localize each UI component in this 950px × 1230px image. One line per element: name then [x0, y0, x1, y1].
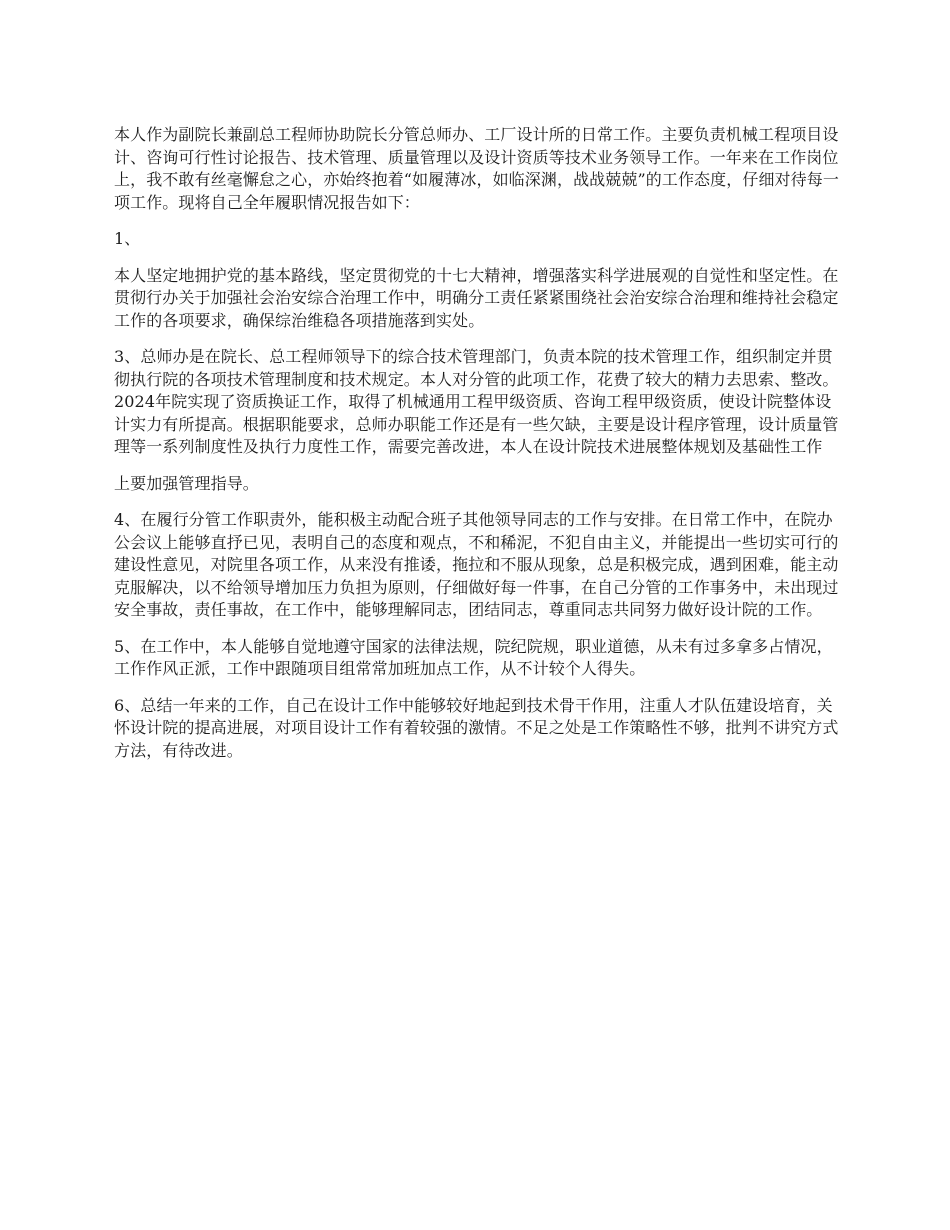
section-3-continuation: 上要加强管理指导。 — [114, 473, 259, 493]
section-3-paragraph: 3、总师办是在院长、总工程师领导下的综合技术管理部门，负责本院的技术管理工作，组织制定并贯彻执行院的各项技术管理制度和技术规定。本人对分管的此项工作，花费了较大的精力去思索、整改。2024年院实现了资质换证工作，取得了机械通用工程甲级资质、咨询工程甲级资质，使设计院整体设计实力有所提高。根据职能要求，总师办职能工作还是有一些欠缺，主要是设计程序管理，设计质量管理等一系列制度性及执行力度性工作，需要完善改进，本人在设计院技术进展整体规划及基础性工作 — [114, 347, 839, 456]
section-1-heading: 1、 — [114, 229, 141, 248]
intro-paragraph: 本人作为副院长兼副总工程师协助院长分管总师办、工厂设计所的日常工作。主要负责机械工程项目设计、咨询可行性讨论报告、技术管理、质量管理以及设计资质等技术业务领导工作。一年来在工作岗位上，我不敢有丝毫懈怠之心，亦始终抱着“如履薄冰，如临深渊，战战兢兢”的工作态度，仔细对待每一项工作。现将自己全年履职情况报告如下： — [114, 125, 839, 212]
document-body — [114, 124, 840, 776]
section-4-paragraph: 4、在履行分管工作职责外，能积极主动配合班子其他领导同志的工作与安排。在日常工作中，在院办公会议上能够直抒已见，表明自己的态度和观点，不和稀泥，不犯自由主义，并能提出一些切实可行的建设性意见，对院里各项工作，从来没有推诿，拖拉和不服从现象，总是积极完成，遇到困难，能主动克服解决，以不给领导增加压力负担为原则，仔细做好每一件事，在自己分管的工作事务中，未出现过安全事故，责任事故，在工作中，能够理解同志，团结同志，尊重同志共同努力做好设计院的工作。 — [114, 510, 839, 619]
section-1-paragraph: 本人坚定地拥护党的基本路线，坚定贯彻党的十七大精神，增强落实科学进展观的自觉性和坚定性。在贯彻行办关于加强社会治安综合治理工作中，明确分工责任紧紧围绕社会治安综合治理和维持社会稳定工作的各项要求，确保综治维稳各项措施落到实处。 — [114, 265, 839, 330]
section-6-paragraph: 6、总结一年来的工作，自己在设计工作中能够较好地起到技术骨干作用，注重人才队伍建设培育，关怀设计院的提高进展，对项目设计工作有着较强的激情。不足之处是工作策略性不够，批判不讲究方式方法，有待改进。 — [114, 695, 839, 760]
section-5-paragraph: 5、在工作中，本人能够自觉地遵守国家的法律法规，院纪院规，职业道德，从未有过多拿多占情况，工作作风正派，工作中跟随项目组常常加班加点工作，从不计较个人得失。 — [114, 636, 833, 678]
